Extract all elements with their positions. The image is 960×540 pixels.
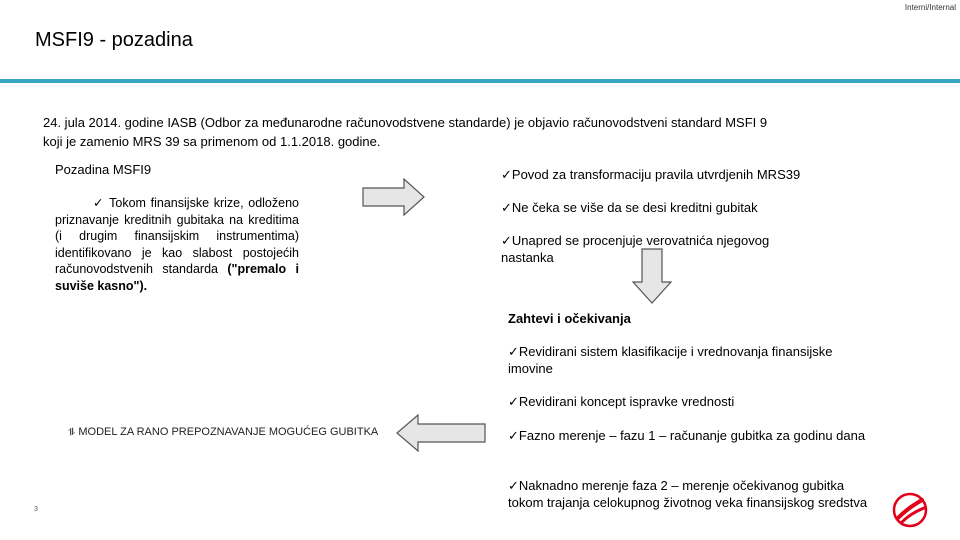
reason-item-3: ✓Unapred se procenjuje verovatnića njegovog nastanka bbox=[501, 233, 770, 265]
reason-item-1: ✓Povod za transformaciju pravila utvrdjenih MRS39 bbox=[501, 167, 801, 182]
requirements-heading: Zahtevi i očekivanja bbox=[508, 311, 631, 326]
requirement-item-4: ✓Naknadno merenje faza 2 – merenje očekivanog gubitka tokom trajanja celokupnog životnog veka finansijskog sredstva bbox=[508, 478, 868, 510]
requirement-item-3: ✓Fazno merenje – fazu 1 – računanje gubitka za godinu dana bbox=[508, 428, 866, 443]
intro-line-2: koji je zamenio MRS 39 sa primenom od 1.1.2018. godine. bbox=[43, 134, 381, 149]
unicredit-logo-icon bbox=[892, 492, 928, 528]
background-text: Tokom finansijske krize, odloženo priznavanje kreditnih gubitaka na kreditima (i drugim finansijskim instrumentima) identifikovano je kao slabost postojećih računovodstvenih standarda bbox=[55, 196, 299, 276]
model-text: MODEL ZA RANO PREPOZNAVANJE MOGUĆEG GUBITKA bbox=[78, 426, 379, 438]
checkmark-icon: ✓ bbox=[508, 478, 519, 493]
right-arrow-icon bbox=[362, 178, 426, 216]
checkmark-icon: ✓ bbox=[501, 200, 512, 215]
slide-title: MSFI9 - pozadina bbox=[35, 29, 193, 51]
intro-paragraph bbox=[43, 113, 903, 151]
page-number: 3 bbox=[34, 506, 38, 513]
checkmark-icon: ✓ bbox=[501, 167, 512, 182]
down-arrow-icon bbox=[632, 248, 672, 304]
intro-line-1: 24. jula 2014. godine IASB (Odbor za međunarodne računovodstvene standarde) je objavio računovodstveni standard MSFI 9 bbox=[43, 115, 768, 130]
checkmark-icon: ✓ bbox=[93, 196, 105, 210]
left-arrow-icon bbox=[396, 414, 486, 452]
background-heading: Pozadina MSFI9 bbox=[55, 162, 152, 177]
early-recognition-model bbox=[68, 425, 388, 440]
checkmark-icon: ✓ bbox=[508, 344, 519, 359]
checkmark-icon: ✓ bbox=[508, 428, 519, 443]
requirement-item-2: ✓Revidirani koncept ispravke vrednosti bbox=[508, 394, 735, 409]
checkmark-icon: ✓ bbox=[508, 394, 519, 409]
requirement-item-1: ✓Revidirani sistem klasifikacije i vrednovanja finansijske imovine bbox=[508, 344, 833, 376]
shape-icon: ⥮ bbox=[68, 427, 76, 438]
classification-label: Interni/Internal bbox=[904, 3, 956, 12]
title-divider bbox=[0, 79, 960, 83]
checkmark-icon: ✓ bbox=[501, 233, 512, 248]
background-paragraph bbox=[55, 195, 299, 294]
background-text-bold: ("premalo i suviše kasno"). bbox=[55, 262, 299, 293]
reason-item-2: ✓Ne čeka se više da se desi kreditni gubitak bbox=[501, 200, 758, 215]
